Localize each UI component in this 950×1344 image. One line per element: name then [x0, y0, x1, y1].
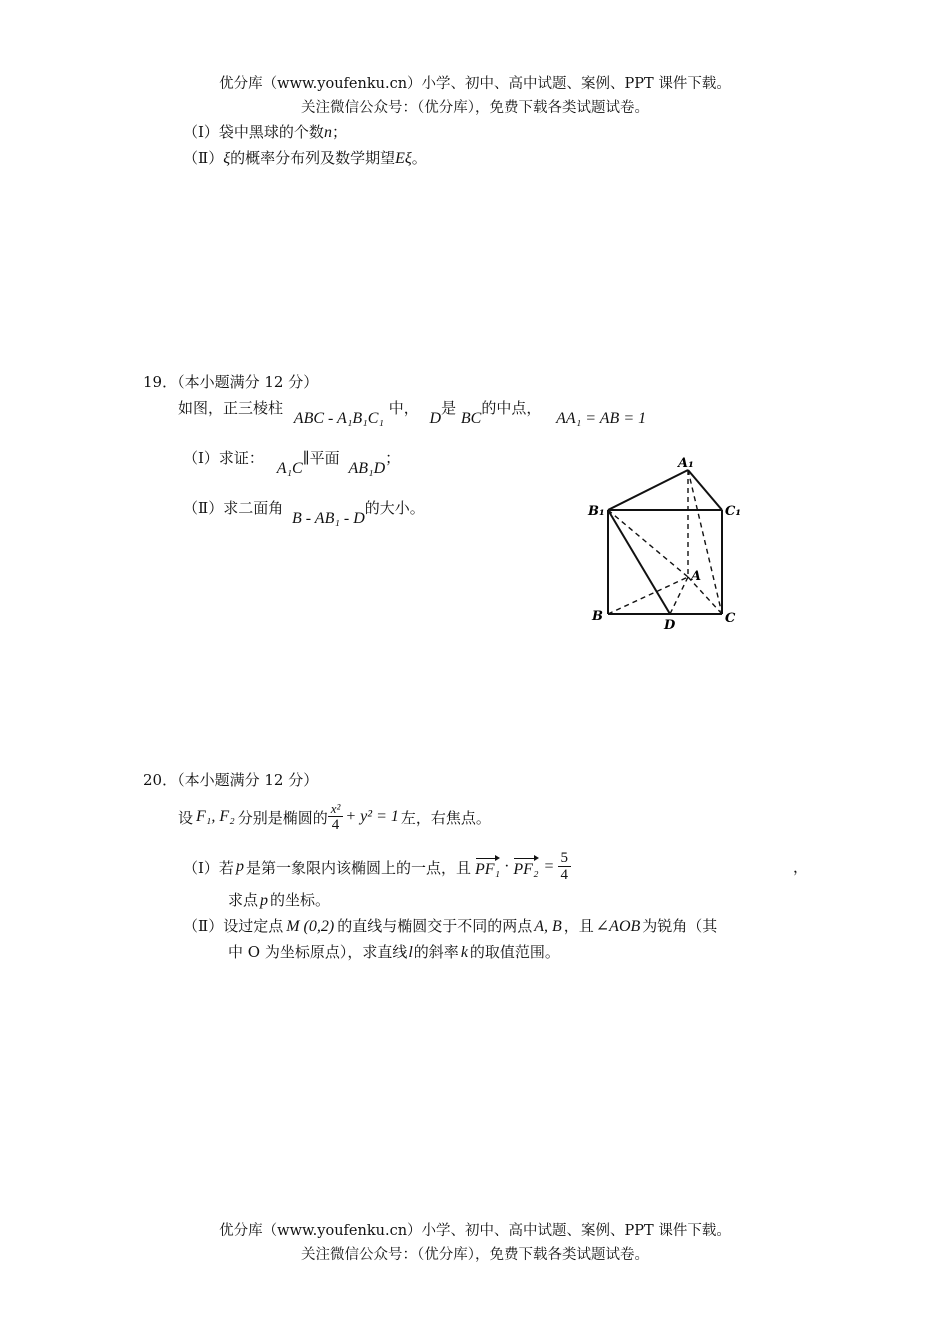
q20-part1: （Ⅰ）若 p 是第一象限内该椭圆上的一点，且 PF₁ · PF₂ = $\frac{5}{4}$: [183, 846, 571, 888]
condition-expression: AA₁ = AB = 1: [556, 410, 647, 427]
q19-heading: [143, 371, 318, 392]
q20-stem: 设 F₁, F₂ 分别是椭圆的 $\frac{\text{x²}}{4}$ + y² = 1 左，右焦点。: [178, 800, 491, 833]
q19-number: 19．: [143, 373, 178, 391]
q19-score: （本小题满分 12 分）: [177, 373, 319, 391]
q20-score: （本小题满分 12 分）: [177, 771, 319, 789]
label-c1: C₁: [725, 504, 742, 519]
q19-stem: 如图，正三棱柱 ABC - A₁B₁C₁ 中， D是 BC的中点， AA₁ = AB = 1: [178, 399, 647, 427]
label-d: D: [664, 618, 676, 633]
ellipse-fraction: $\frac{\text{x²}}{4}$: [328, 801, 344, 834]
edge-b1-a1: [608, 470, 688, 510]
vector-pf2: PF₂: [513, 855, 538, 879]
q20-part1-cont: 求点 p 的坐标。: [228, 891, 331, 909]
label-b: B: [592, 609, 603, 624]
vector-pf1: PF₁: [475, 855, 500, 879]
label-a: A: [691, 569, 702, 584]
edge-b1-a: [608, 510, 688, 577]
q19-part1: （Ⅰ）求证： A₁C∥平面 AB₁D；: [183, 449, 401, 477]
q20-comma: ，: [793, 858, 809, 876]
footer-line-2: 关注微信公众号：（优分库），免费下载各类试题试卷。: [301, 1247, 649, 1263]
q20-part2: （Ⅱ）设过定点 M (0,2) 的直线与椭圆交于不同的两点 A, B ，且 ∠AOB 为锐角（其: [183, 917, 718, 935]
edge-a1-c: [688, 470, 722, 614]
q20-heading: [143, 769, 318, 790]
label-a1: A₁: [678, 456, 694, 471]
edge-a-d: [670, 577, 688, 614]
q19-part2: （Ⅱ）求二面角 B - AB₁ - D的大小。: [183, 499, 425, 527]
dot-product-fraction: $\frac{5}{4}$: [558, 851, 572, 884]
header-line-2: 关注微信公众号：（优分库），免费下载各类试题试卷。: [301, 100, 649, 116]
prism-expression: ABC - A₁B₁C₁: [293, 410, 384, 427]
header-line-1: 优分库（www.youfenku.cn）小学、初中、高中试题、案例、PPT 课件下载。: [219, 76, 731, 92]
label-c: C: [725, 611, 736, 626]
q18-part2: （Ⅱ）ξ的概率分布列及数学期望Eξ。: [183, 149, 427, 167]
label-b1: B₁: [588, 504, 605, 519]
edge-b1-d: [608, 510, 670, 614]
prism-figure: [585, 452, 760, 634]
footer-line-1: 优分库（www.youfenku.cn）小学、初中、高中试题、案例、PPT 课件下载。: [219, 1223, 731, 1239]
q20-part2-cont: 中 O 为坐标原点），求直线l的斜率 k 的取值范围。: [228, 943, 560, 961]
q18-part1: （Ⅰ）袋中黑球的个数n；: [183, 123, 347, 141]
q20-number: 20．: [143, 771, 178, 789]
edge-b-a: [608, 577, 688, 614]
